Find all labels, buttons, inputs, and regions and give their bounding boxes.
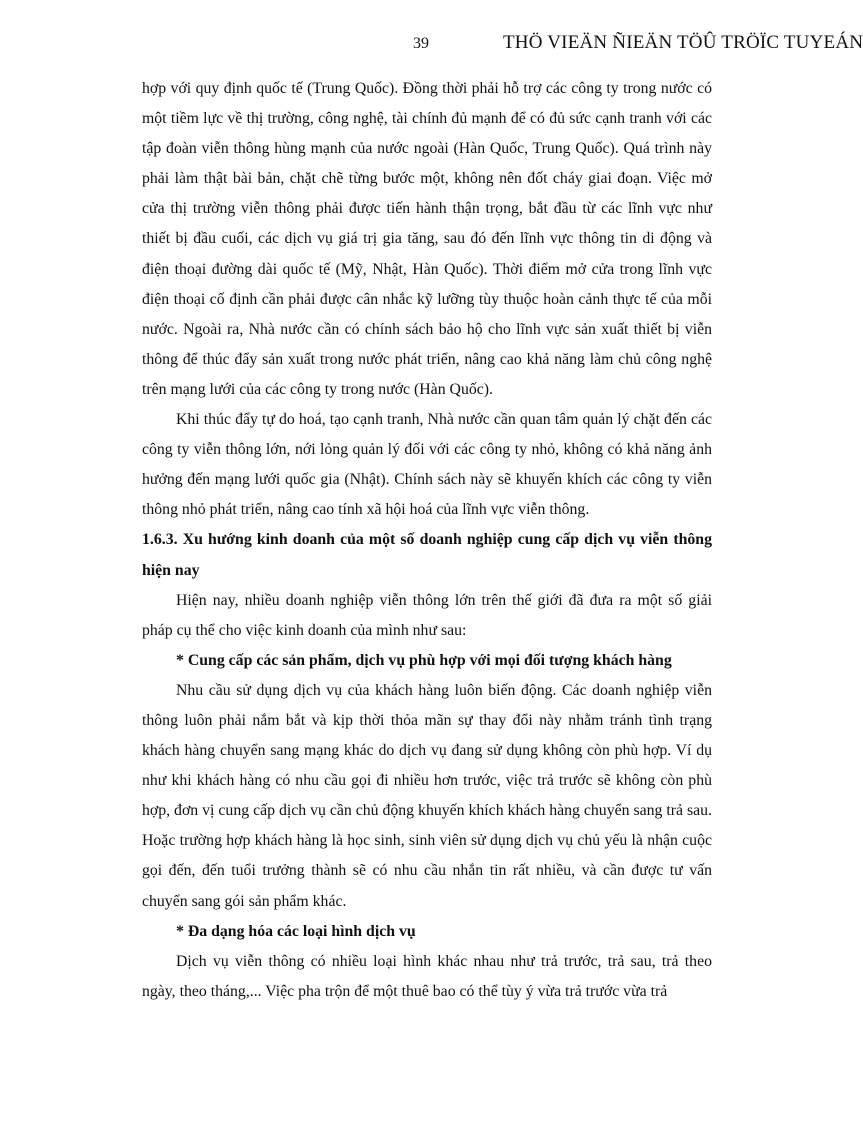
paragraph: Hiện nay, nhiều doanh nghiệp viễn thông lớn trên thế giới đã đưa ra một số giải pháp cụ thể cho việc kinh doanh của mình như sau:: [142, 591, 712, 639]
paragraph: Dịch vụ viễn thông có nhiều loại hình khác nhau như trả trước, trả sau, trả theo ngày, theo tháng,... Việc pha trộn để một thuê bao có thể tùy ý vừa trả trước vừa trả: [142, 952, 712, 1000]
header-title: THÖ VIEÄN ÑIEÄN TÖÛ TRÖÏC TUYEÁN: [503, 32, 863, 53]
paragraph: Khi thúc đẩy tự do hoá, tạo cạnh tranh, Nhà nước cần quan tâm quản lý chặt đến các công ty viễn thông lớn, nới lỏng quản lý đối với các công ty nhỏ, không có khả năng ảnh hưởng đến mạng lưới quốc gia (Nhật). Chính sách này sẽ khuyến khích các công ty viễn thông nhỏ phát triển, nâng cao tính xã hội hoá của lĩnh vực viễn thông.: [142, 411, 712, 519]
section-heading: 1.6.3. Xu hướng kinh doanh của một số doanh nghiệp cung cấp dịch vụ viễn thông hiện nay: [142, 531, 712, 579]
page-number: 39: [413, 35, 429, 52]
document-body: [142, 74, 712, 1007]
bullet-heading: * Cung cấp các sản phẩm, dịch vụ phù hợp với mọi đối tượng khách hàng: [176, 651, 672, 669]
paragraph: hợp với quy định quốc tế (Trung Quốc). Đồng thời phải hỗ trợ các công ty trong nước có một tiềm lực về thị trường, công nghệ, tài chính đủ mạnh để có đủ sức cạnh tranh với các tập đoàn viễn thông hùng mạnh của nước ngoài (Hàn Quốc, Trung Quốc). Quá trình này phải làm thật bài bản, chặt chẽ từng bước một, không nên đốt cháy giai đoạn. Việc mở cửa thị trường viễn thông phải được tiến hành thận trọng, bắt đầu từ các lĩnh vực như thiết bị đầu cuối, các dịch vụ giá trị gia tăng, sau đó đến lĩnh vực thông tin di động và điện thoại đường dài quốc tế (Mỹ, Nhật, Hàn Quốc). Thời điểm mở cửa trong lĩnh vực điện thoại cố định cần phải được cân nhắc kỹ lưỡng tùy thuộc hoàn cảnh thực tế của mỗi nước. Ngoài ra, Nhà nước cần có chính sách bảo hộ cho lĩnh vực sản xuất thiết bị viễn thông để thúc đẩy sản xuất trong nước phát triển, nâng cao khả năng làm chủ công nghệ trên mạng lưới của các công ty trong nước (Hàn Quốc).: [142, 80, 712, 398]
paragraph: Nhu cầu sử dụng dịch vụ của khách hàng luôn biến động. Các doanh nghiệp viễn thông luôn phải nắm bắt và kịp thời thỏa mãn sự thay đổi này nhằm tránh tình trạng khách hàng chuyển sang mạng khác do dịch vụ đang sử dụng không còn phù hợp. Ví dụ như khi khách hàng có nhu cầu gọi đi nhiều hơn trước, việc trả trước sẽ không còn phù hợp, đơn vị cung cấp dịch vụ cần chủ động khuyến khích khách hàng chuyển sang trả sau. Hoặc trường hợp khách hàng là học sinh, sinh viên sử dụng dịch vụ chủ yếu là nhận cuộc gọi đến, đến tuổi trưởng thành sẽ có nhu cầu nhắn tin rất nhiều, và cần được tư vấn chuyển sang gói sản phẩm khác.: [142, 681, 712, 910]
bullet-heading: * Đa dạng hóa các loại hình dịch vụ: [176, 922, 416, 940]
